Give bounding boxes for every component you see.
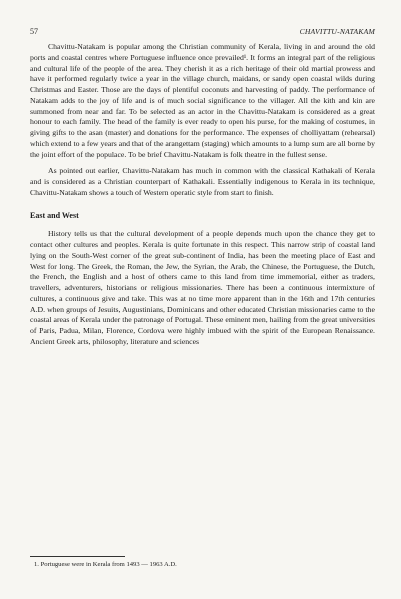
paragraph-history: History tells us that the cultural development of a people depends much upon the chance they get to contact other cultures and peoples. Kerala is quite fortunate in this respect. This narrow strip of coastal land lying on the South-West corner of the great sub-continent of India, has been the meeting place of East and West for long. The Greek, the Roman, the Jew, the Syrian, the Arab, the Chinese, the Portuguese, the Dutch, the French, the English and a host of others came to this land from time immemorial, either as traders, travellers, adventurers, historians or religious missionaries. There has been a continuous intermixture of cultures, a continuous give and take. This was at no time more apparent than in the 16th and 17th centuries A.D. when groups of Jesuits, Augustinians, Dominicans and other educated Christian missionaries came to the coastal areas of Kerala under the patronage of Portugal. These eminent men, hailing from the great universities of Paris, Padua, Milan, Florence, Cordova were highly imbued with the spirit of the European Renaissance. Ancient Greek arts, philosophy, literature and sciences <box>30 229 375 346</box>
page-number: 57 <box>30 27 38 36</box>
footnote-divider <box>30 556 125 557</box>
body-text <box>30 42 375 354</box>
paragraph-kathakali: As pointed out earlier, Chavittu-Natakam has much in common with the classical Kathakali of Kerala and is considered as a Christian counterpart of Kathakali. Essentially indigenous to Kerala in its technique, Chavittu-Natakam shows a touch of Western operatic style from start to finish. <box>30 166 375 197</box>
footnote: 1. Portuguese were in Kerala from 1493 — 1963 A.D. <box>34 561 177 568</box>
section-heading: East and West <box>30 210 79 220</box>
running-title: CHAVITTU-NATAKAM <box>299 27 375 36</box>
paragraph-intro: Chavittu-Natakam is popular among the Christian community of Kerala, living in and around the old ports and coastal centres where Portuguese influence once prevailed¹. It forms an integral part of the religious and cultural life of the people of the area. They cherish it as a rich heritage of their old martial prowess and have it performed regularly twice a year in the village church, maidans, or sandy open coastal wilds during Christmas and Easter. Those are the days of plentiful coconuts and harvesting of paddy. The performance of Natakam adds to the joy of life and is of much social significance to the villager. All the kith and kin are summoned from near and far. To be selected as an actor in the Chavittu-Natakam is considered as a great honour to each family. The head of the family is ever ready to open his purse, for the making of costumes, in giving gifts to the asan (master) and donations for the performance. The expenses of cholliyattam (rehearsal) which extend to a few years and that of the arangettam (staging) which amounts to a lump sum are all borne by the joint effort of the populace. To be brief Chavittu-Natakam is folk theatre in the fullest sense. <box>30 42 375 159</box>
